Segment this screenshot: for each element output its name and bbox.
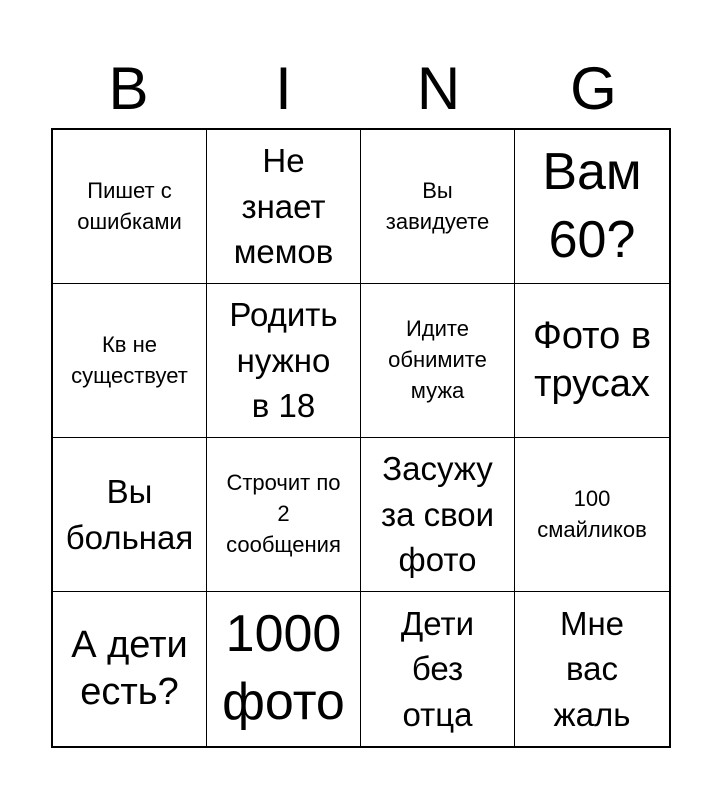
bingo-cell-text: Кв не существует xyxy=(71,331,188,388)
bingo-cell-r2c1[interactable] xyxy=(53,284,207,438)
bingo-cell-text: 100 смайликов xyxy=(537,485,647,542)
bingo-cell-r2c2[interactable] xyxy=(207,284,361,438)
bingo-cell-text: Не знает мемов xyxy=(233,142,334,271)
bingo-cell-text: Засужу за свои фото xyxy=(380,450,495,579)
header-letter-b: B xyxy=(108,55,149,122)
bingo-cell-r1c2[interactable] xyxy=(207,130,361,284)
bingo-cell-r3c2[interactable] xyxy=(207,438,361,592)
bingo-cell-r2c3[interactable] xyxy=(361,284,515,438)
bingo-cell-r2c4[interactable] xyxy=(515,284,669,438)
bingo-header xyxy=(51,52,671,126)
bingo-cell-r4c3[interactable] xyxy=(361,592,515,746)
bingo-cell-r4c4[interactable] xyxy=(515,592,669,746)
bingo-cell-text: Идите обнимите мужа xyxy=(388,316,487,403)
bingo-cell-text: Мне вас жаль xyxy=(553,604,631,733)
bingo-cell-text: 1000 фото xyxy=(222,605,345,731)
bingo-cell-text: Строчит по 2 сообщения xyxy=(226,470,341,557)
bingo-cell-text: Вы завидуете xyxy=(385,177,490,234)
bingo-cell-r4c2[interactable] xyxy=(207,592,361,746)
bingo-cell-r3c3[interactable] xyxy=(361,438,515,592)
bingo-cell-r1c4[interactable] xyxy=(515,130,669,284)
header-letter-g: G xyxy=(570,55,617,122)
bingo-cell-text: А дети есть? xyxy=(71,623,188,713)
bingo-cell-r1c3[interactable] xyxy=(361,130,515,284)
bingo-cell-r3c4[interactable] xyxy=(515,438,669,592)
bingo-card-grid xyxy=(51,128,671,748)
bingo-cell-text: Вы больная xyxy=(65,472,194,556)
header-letter-i: I xyxy=(275,55,292,122)
bingo-cell-text: Фото в трусах xyxy=(532,315,652,405)
bingo-cell-text: Родить нужно в 18 xyxy=(229,296,338,425)
bingo-cell-r1c1[interactable] xyxy=(53,130,207,284)
bingo-cell-r3c1[interactable] xyxy=(53,438,207,592)
bingo-cell-r4c1[interactable] xyxy=(53,592,207,746)
bingo-cell-text: Дети без отца xyxy=(400,604,475,733)
bingo-cell-text: Пишет с ошибками xyxy=(77,177,182,234)
bingo-cell-text: Вам 60? xyxy=(542,142,642,269)
header-letter-n: N xyxy=(416,55,461,122)
